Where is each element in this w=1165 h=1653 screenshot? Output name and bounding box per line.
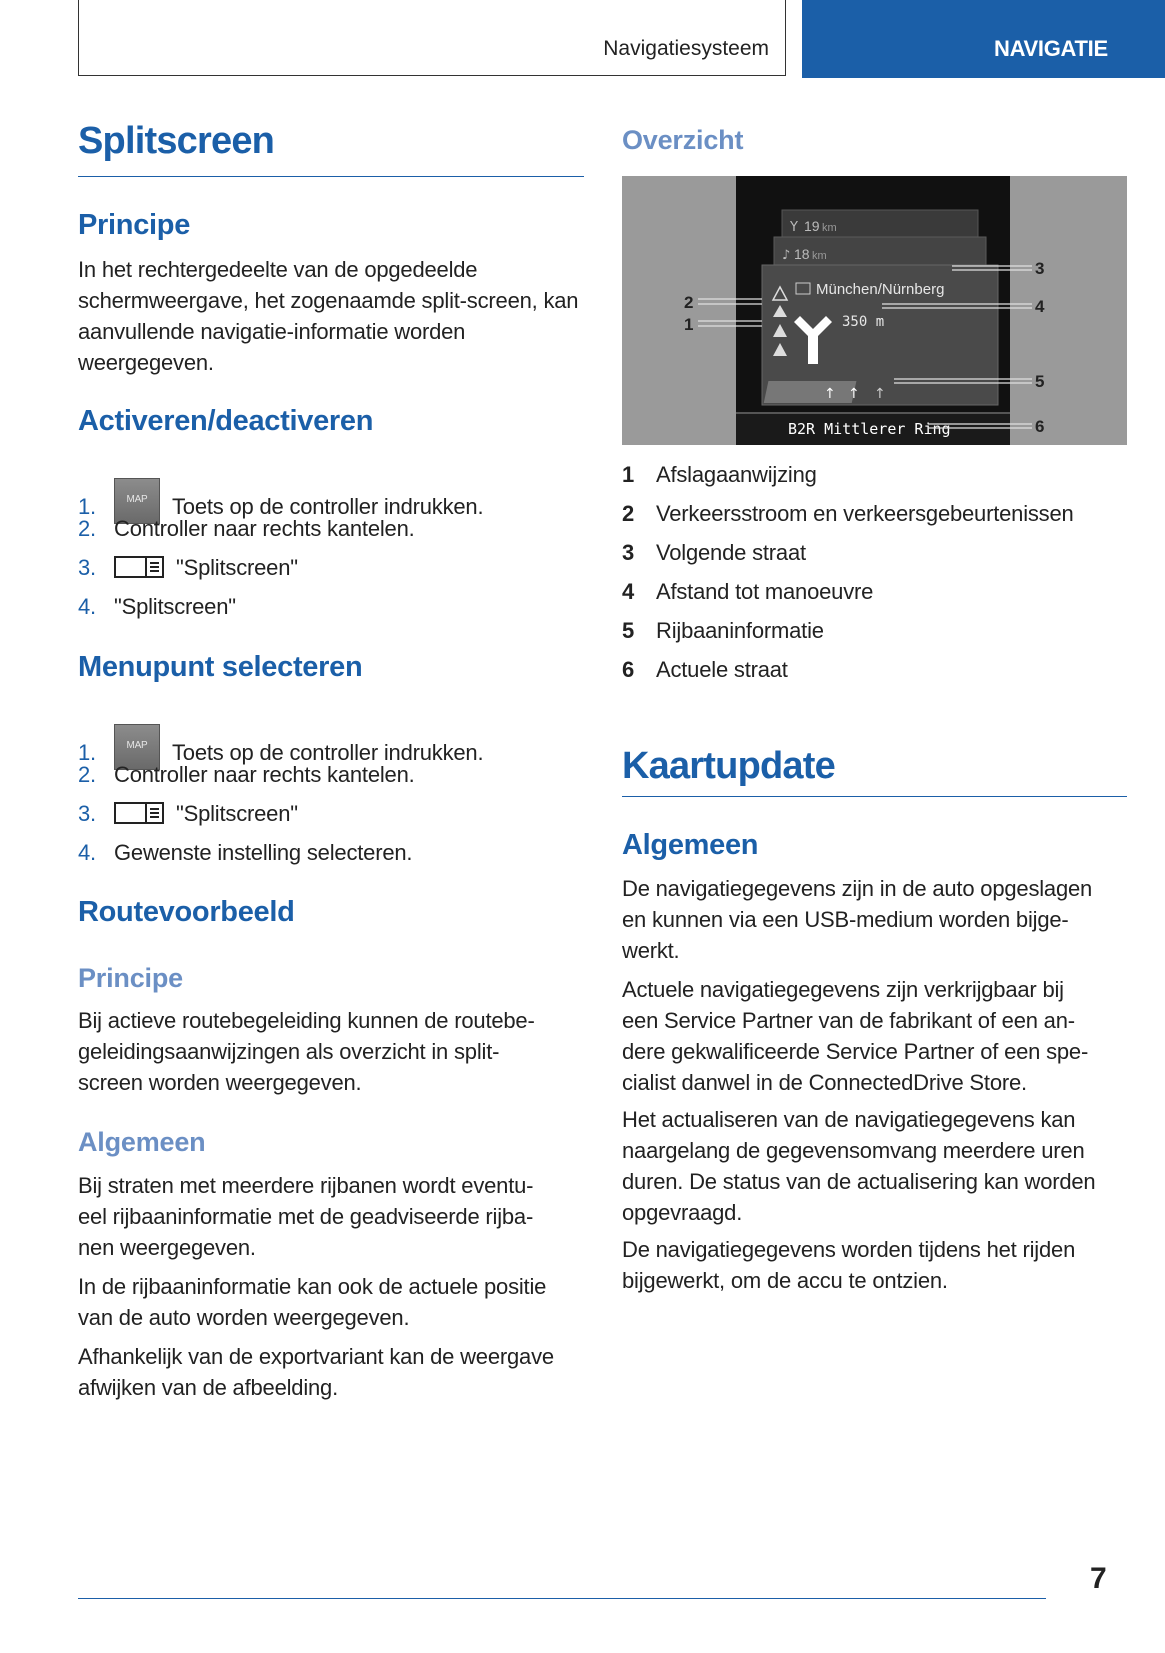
callout-1: 1: [684, 315, 694, 334]
heading-rule: [78, 176, 584, 177]
splitscreen-illustration: [622, 176, 1127, 445]
menupunt-step-1: 1. MAP Toets op de controller indrukken.: [78, 724, 483, 770]
heading-kaartupdate: Kaartupdate: [622, 745, 835, 787]
heading-routevoorbeeld: Routevoorbeeld: [78, 896, 295, 928]
svg-text:♪: ♪: [782, 248, 791, 263]
next-street-text: München/Nürnberg: [816, 281, 945, 298]
distance-unit: km: [822, 222, 837, 234]
kaartupdate-p3: Het actualiseren van de navigatiegegevens kan naargelang de gegevensomvang meerdere uren duren. De status van de actualisering kan worden opgevraagd.: [622, 1107, 1096, 1225]
heading-menupunt: Menupunt selecteren: [78, 651, 363, 683]
route-algemeen-p3: Afhankelijk van de exportvariant kan de weergave afwijken van de afbeelding.: [78, 1344, 554, 1400]
chapter-tab-label: NAVIGATIE: [994, 36, 1108, 61]
svg-text:↑: ↑: [824, 386, 836, 402]
distance-1: 19: [804, 218, 820, 234]
legend-item: 6 Actuele straat: [622, 657, 788, 682]
route-algemeen-p2: In de rijbaaninformatie kan ook de actuele positie van de auto worden weergegeven.: [78, 1274, 547, 1330]
route-principe-text: Bij actieve routebegeleiding kunnen de routebe- geleidingsaanwijzingen als overzicht in split- screen worden weergegeven.: [78, 1008, 535, 1095]
menupunt-step-4: 4. Gewenste instelling selecteren.: [78, 840, 413, 865]
splitscreen-icon: [114, 802, 164, 824]
menupunt-step-2: 2. Controller naar rechts kantelen.: [78, 762, 415, 787]
distance-2: 18: [794, 246, 810, 262]
subheading-principe: Principe: [78, 963, 183, 993]
legend-item: 1 Afslagaanwijzing: [622, 462, 817, 487]
splitscreen-icon: [114, 556, 164, 578]
callout-2: 2: [684, 293, 694, 312]
heading-splitscreen: Splitscreen: [78, 120, 275, 162]
heading-algemeen: Algemeen: [622, 829, 759, 861]
route-algemeen-p1: Bij straten met meerdere rijbanen wordt eventu- eel rijbaaninformatie met de geadviseerde rijba- nen weergegeven.: [78, 1173, 534, 1260]
legend-item: 2 Verkeersstroom en verkeersgebeurtenissen: [622, 501, 1074, 526]
legend-item: 3 Volgende straat: [622, 540, 806, 565]
activeren-step-3: 3. "Splitscreen": [78, 555, 298, 580]
activeren-step-2: 2. Controller naar rechts kantelen.: [78, 516, 415, 541]
svg-text:↑: ↑: [848, 386, 860, 402]
footer-rule: [78, 1598, 1046, 1599]
legend-item: 5 Rijbaaninformatie: [622, 618, 824, 643]
activeren-step-1: 1. MAP Toets op de controller indrukken.: [78, 478, 483, 524]
menupunt-step-3: 3. "Splitscreen": [78, 801, 298, 826]
callout-4: 4: [1035, 297, 1045, 316]
kaartupdate-p4: De navigatiegegevens worden tijdens het rijden bijgewerkt, om de accu te ontzien.: [622, 1237, 1076, 1293]
svg-text:↑: ↑: [874, 386, 886, 402]
header-frame: [78, 0, 786, 76]
callout-3: 3: [1035, 259, 1045, 278]
heading-overzicht: Overzicht: [622, 125, 744, 155]
kaartupdate-p2: Actuele navigatiegegevens zijn verkrijgbaar bij een Service Partner van de fabrikant of een an- dere gekwalificeerde Service Partner of een spe- cialist danwel in de ConnectedDrive Store.: [622, 977, 1089, 1095]
page-number: 7: [1090, 1562, 1107, 1595]
distance-unit: km: [812, 250, 827, 262]
section-title: Navigatiesysteem: [603, 37, 769, 60]
map-button-icon: MAP: [114, 478, 160, 524]
principe-text: In het rechtergedeelte van de opgedeelde schermweergave, het zogenaamde split-screen, kan aanvullende navigatie-informatie worden weergegeven.: [78, 257, 579, 375]
heading-activeren: Activeren/deactiveren: [78, 405, 374, 437]
legend-item: 4 Afstand tot manoeuvre: [622, 579, 874, 604]
kaartupdate-p1: De navigatiegegevens zijn in de auto opgeslagen en kunnen via een USB-medium worden bijge- werkt.: [622, 876, 1093, 963]
callout-5: 5: [1035, 372, 1045, 391]
current-street-text: B2R Mittlerer Ring: [788, 420, 951, 438]
subheading-algemeen: Algemeen: [78, 1127, 206, 1157]
callout-6: 6: [1035, 417, 1045, 436]
svg-text:Y: Y: [790, 220, 798, 235]
heading-rule: [622, 796, 1127, 797]
heading-principe: Principe: [78, 209, 191, 241]
distance-text: 350 m: [842, 314, 885, 330]
activeren-step-4: 4. "Splitscreen": [78, 594, 236, 619]
map-button-icon: MAP: [114, 724, 160, 770]
chapter-tab: [802, 0, 1165, 78]
